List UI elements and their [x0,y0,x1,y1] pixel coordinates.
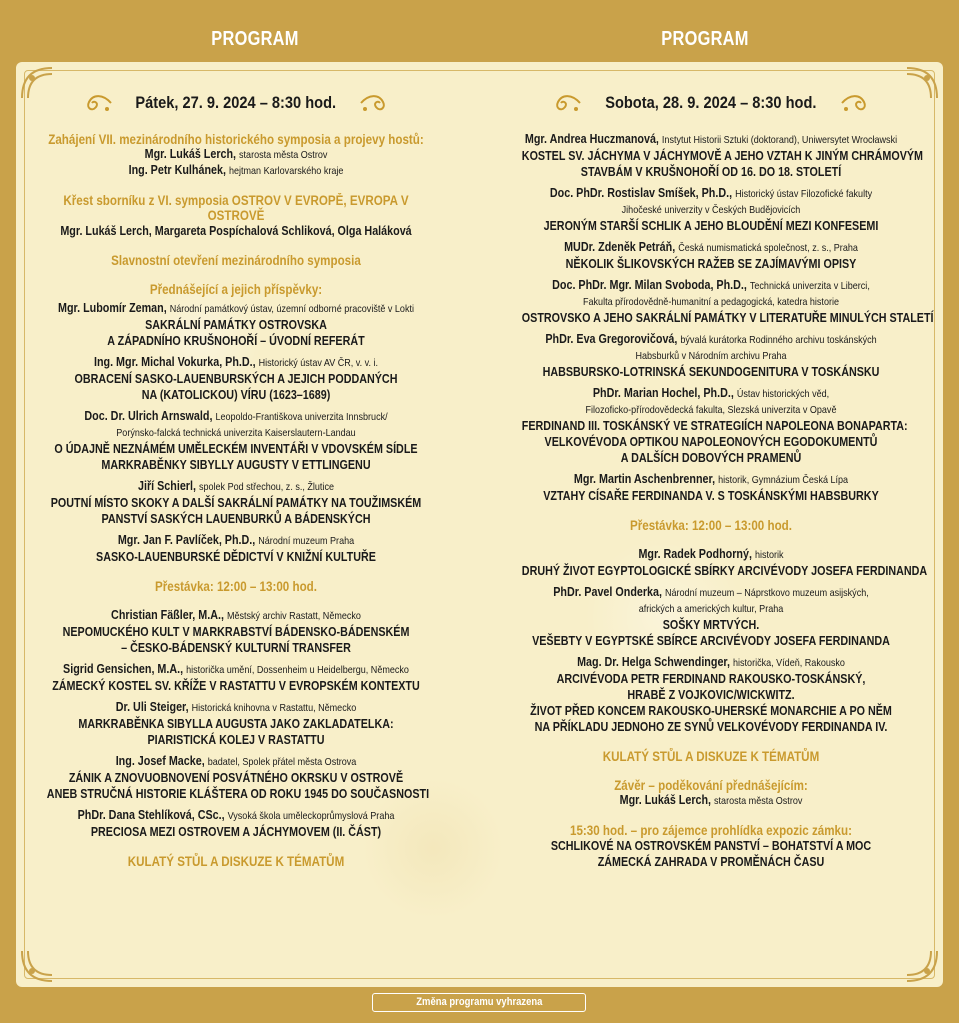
program-heading-left: PROGRAM [211,28,299,50]
lecture-title: ZÁMECKÝ KOSTEL SV. KŘÍŽE V RASTATTU V EVROPSKÉM KONTEXTU [52,679,420,693]
flourish-icon [359,92,395,114]
program-heading-right: PROGRAM [661,28,749,50]
lecture-item: Mgr. Jan F. Pavlíček, Ph.D., Národní muzeum Praha SASKO-LAUENBURSKÉ DĚDICTVÍ V KNIŽNÍ KULTUŘE [16,533,456,565]
lecture-title: A DALŠÍCH DOBOVÝCH PRAMENŮ [620,451,802,465]
lecture-title: VELKOVÉVODA OPTIKOU NAPOLEONOVÝCH EGODOKUMENTŮ [544,435,878,449]
lecture-item: PhDr. Pavel Onderka, Národní muzeum – Náprstkovo muzeum asijských, afrických a amerických kultur, Praha SOŠKY MRTVÝCH. VEŠEBTY V EGYPTSKÉ SBÍRCE ARCIVÉVODY JOSEFA FERDINANDA [491,585,931,649]
lectures-heading: Přednášející a jejich příspěvky: [149,282,323,297]
lecture-title: OBRACENÍ SASKO-LAUENBURSKÝCH A JEJICH PODDANÝCH [74,372,398,386]
lecture-title: NĚKOLIK ŠLIKOVSKÝCH RAŽEB SE ZAJÍMAVÝMI OPISY [565,257,857,271]
lecture-title: PRECIOSA MEZI OSTROVEM A JÁCHYMOVEM (II. ČÁST) [90,825,382,839]
lecture-title: PANSTVÍ SASKÝCH LAUENBURKŮ A BÁDENSKÝCH [101,512,371,526]
corner-ornament-icon [18,947,56,985]
opening-speakers [16,147,456,179]
lecture-item: Mgr. Martin Aschenbrenner, historik, Gymnázium Česká Lípa VZTAHY CÍSAŘE FERDINANDA V. S TOSKÁNSKÝMI HABSBURKY [491,472,931,504]
program-panel [16,62,943,987]
lecture-item: Doc. PhDr. Mgr. Milan Svoboda, Ph.D., Technická univerzita v Liberci, Fakulta přírodovědně-humanitní a pedagogická, katedra historie OSTROVSKO A JEHO SAKRÁLNÍ PAMÁTKY V LITERATUŘE MINULÝCH STALETÍ [521,278,934,325]
lecture-title: HABSBURSKO-LOTRINSKÁ SEKUNDOGENITURA V TOSKÁNSKU [542,365,880,379]
lecture-title: O ÚDAJNĚ NEZNÁMÉM UMĚLECKÉM INVENTÁŘI V VDOVSKÉM SÍDLE [54,442,418,456]
speaker-line: Ing. Petr Kulhánek, hejtman Karlovarského kraje [128,163,344,177]
lecture-title: SOŠKY MRTVÝCH. [662,618,760,632]
lunch-break: Přestávka: 12:00 – 13:00 hod. [154,579,317,594]
lecture-item: Mag. Dr. Helga Schwendinger, historička, Vídeň, Rakousko ARCIVÉVODA PETR FERDINAND RAKOUSKO-TOSKÁNSKÝ, HRABĚ Z VOJKOVIC/WICKWITZ. ŽIVOT PŘED KONCEM RAKOUSKO-UHERSKÉ MONARCHIE A PO NĚM NA PŘÍKLADU JEDNOHO ZE SYNŮ VELKOVÉVODY FERDINANDA IV. [491,655,931,735]
lecture-item: Ing. Mgr. Michal Vokurka, Ph.D., Historický ústav AV ČR, v. v. i. OBRACENÍ SASKO-LAUENBURSKÝCH A JEJICH PODDANÝCH NA (KATOLICKOU) VÍRU (1623–1689) [16,355,456,403]
lecture-title: NA (KATOLICKOU) VÍRU (1623–1689) [141,388,331,402]
corner-ornament-icon [903,947,941,985]
friday-date-row [16,92,456,114]
lecture-item: PhDr. Eva Gregorovičová, bývalá kurátorka Rodinného archivu toskánských Habsburků v Národním archivu Praha HABSBURSKO-LOTRINSKÁ SEKUNDOGENITURA V TOSKÁNSKU [491,332,931,380]
lecture-title: OSTROVSKO A JEHO SAKRÁLNÍ PAMÁTKY V LITERATUŘE MINULÝCH STALETÍ [521,311,934,325]
lecture-title: JERONÝM STARŠÍ SCHLIK A JEHO BLOUDĚNÍ MEZI KONFESEMI [543,219,879,233]
tour-heading: 15:30 hod. – pro zájemce prohlídka expozic zámku: [570,823,852,838]
lecture-title: ŽIVOT PŘED KONCEM RAKOUSKO-UHERSKÉ MONARCHIE A PO NĚM [530,704,892,718]
lecture-item: Doc. PhDr. Rostislav Smíšek, Ph.D., Historický ústav Filozofické fakulty Jihočeské univerzity v Českých Budějovicích JERONÝM STARŠÍ SCHLIK A JEHO BLOUDĚNÍ MEZI KONFESEMI [491,186,931,234]
lecture-item: Doc. Dr. Ulrich Arnswald, Leopoldo-Františkova univerzita Innsbruck/ Porýnsko-falcká technická univerzita Kaiserslautern-Landau O ÚDAJNĚ NEZNÁMÉM UMĚLECKÉM INVENTÁŘI V VDOVSKÉM SÍDLE MARKRABĚNKY SIBYLLY AUGUSTY V ETTLINGENU [16,409,456,473]
friday-column [16,92,456,869]
lecture-title: ARCIVÉVODA PETR FERDINAND RAKOUSKO-TOSKÁNSKÝ, [556,672,866,686]
lecture-item: Christian Fäßler, M.A., Městský archiv Rastatt, Německo NEPOMUCKÉHO KULT V MARKRABSTVÍ BÁDENSKO-BÁDENSKÉM – ČESKO-BÁDENSKÝ KULTURNÍ TRANSFER [16,608,456,656]
lecture-title: NEPOMUCKÉHO KULT V MARKRABSTVÍ BÁDENSKO-BÁDENSKÉM [62,625,410,639]
lecture-title: MARKRABĚNKY SIBYLLY AUGUSTY V ETTLINGENU [101,458,371,472]
lecture-title: POUTNÍ MÍSTO SKOKY A DALŠÍ SAKRÁLNÍ PAMÁTKY NA TOUŽIMSKÉM [50,496,422,510]
round-table-heading: KULATÝ STŮL A DISKUZE K TÉMATŮM [127,854,345,869]
lecture-item: Mgr. Andrea Huczmanová, Instytut Historii Sztuki (doktorand), Uniwersytet Wrocławski KOSTEL SV. JÁCHYMA V JÁCHYMOVĚ A JEHO VZTAH K JINÝM CHRÁMOVÝM STAVBÁM V KRUŠNOHOŘÍ OD 16. DO 18. STOLETÍ [521,132,923,179]
lecture-item: Dr. Uli Steiger, Historická knihovna v Rastattu, Německo MARKRABĚNKA SIBYLLA AUGUSTA JAKO ZAKLADATELKA: PIARISTICKÁ KOLEJ V RASTATTU [16,700,456,748]
flourish-icon [546,92,582,114]
tour-line: SCHLIKOVÉ NA OSTROVSKÉM PANSTVÍ – BOHATSTVÍ A MOC [550,839,872,853]
lunch-break: Přestávka: 12:00 – 13:00 hod. [629,518,792,533]
lecture-title: A ZÁPADNÍHO KRUŠNOHOŘÍ – ÚVODNÍ REFERÁT [107,334,365,348]
flourish-icon [840,92,876,114]
round-table-heading: KULATÝ STŮL A DISKUZE K TÉMATŮM [602,749,820,764]
closing-speaker: Mgr. Lukáš Lerch, starosta města Ostrov [619,793,803,807]
lecture-item: Ing. Josef Macke, badatel, Spolek přátel města Ostrova ZÁNIK A ZNOVUOBNOVENÍ POSVÁTNÉHO OKRSKU V OSTROVĚ ANEB STRUČNÁ HISTORIE KLÁŠTERA OD ROKU 1945 DO SOUČASNOSTI [46,754,430,801]
lecture-title: – ČESKO-BÁDENSKÝ KULTURNÍ TRANSFER [121,641,351,655]
speaker-line: Mgr. Lukáš Lerch, starosta města Ostrov [144,147,328,161]
lecture-title: NA PŘÍKLADU JEDNOHO ZE SYNŮ VELKOVÉVODY FERDINANDA IV. [534,720,888,734]
lecture-title: VZTAHY CÍSAŘE FERDINANDA V. S TOSKÁNSKÝMI HABSBURKY [543,489,879,503]
lecture-title: ZÁNIK A ZNOVUOBNOVENÍ POSVÁTNÉHO OKRSKU V OSTROVĚ [68,771,404,785]
lecture-item: PhDr. Dana Stehlíková, CSc., Vysoká škola uměleckoprůmyslová Praha PRECIOSA MEZI OSTROVEM A JÁCHYMOVEM (II. ČÁST) [16,808,456,840]
lecture-title: HRABĚ Z VOJKOVIC/WICKWITZ. [627,688,795,702]
lecture-title: FERDINAND III. TOSKÁNSKÝ VE STRATEGIÍCH NAPOLEONA BONAPARTA: [521,419,908,433]
lecture-item: Jiří Schierl, spolek Pod střechou, z. s., Žlutice POUTNÍ MÍSTO SKOKY A DALŠÍ SAKRÁLNÍ PAMÁTKY NA TOUŽIMSKÉM PANSTVÍ SASKÝCH LAUENBURKŮ A BÁDENSKÝCH [16,479,456,527]
lecture-item: MUDr. Zdeněk Petráň, Česká numismatická společnost, z. s., Praha NĚKOLIK ŠLIKOVSKÝCH RAŽEB SE ZAJÍMAVÝMI OPISY [491,240,931,272]
lecture-title: ANEB STRUČNÁ HISTORIE KLÁŠTERA OD ROKU 1945 DO SOUČASNOSTI [46,787,430,801]
lecture-item: Mgr. Radek Podhorný, historik DRUHÝ ŽIVOT EGYPTOLOGICKÉ SBÍRKY ARCIVÉVODY JOSEFA FERDINANDA [521,547,928,578]
lecture-item: Mgr. Lubomír Zeman, Národní památkový ústav, územní odborné pracoviště v Lokti SAKRÁLNÍ PAMÁTKY OSTROVSKA A ZÁPADNÍHO KRUŠNOHOŘÍ – ÚVODNÍ REFERÁT [16,301,456,349]
friday-date: Pátek, 27. 9. 2024 – 8:30 hod. [135,93,337,112]
lecture-title: SAKRÁLNÍ PAMÁTKY OSTROVSKA [145,318,327,332]
program-change-notice: Změna programu vyhrazena [372,993,586,1012]
flourish-icon [77,92,113,114]
lecture-title: SASKO-LAUENBURSKÉ DĚDICTVÍ V KNIŽNÍ KULTUŘE [96,550,376,564]
book-launch-names: Mgr. Lukáš Lerch, Margareta Pospíchalová Schliková, Olga Haláková [60,224,412,238]
lecture-title: STAVBÁM V KRUŠNOHOŘÍ OD 16. DO 18. STOLETÍ [580,165,842,179]
lecture-item: Sigrid Gensichen, M.A., historička umění, Dossenheim u Heidelbergu, Německo ZÁMECKÝ KOSTEL SV. KŘÍŽE V RASTATTU V EVROPSKÉM KONTEXTU [16,662,456,694]
saturday-date-row [491,92,931,114]
lecture-title: DRUHÝ ŽIVOT EGYPTOLOGICKÉ SBÍRKY ARCIVÉVODY JOSEFA FERDINANDA [521,564,928,578]
tour-line: ZÁMECKÁ ZAHRADA V PROMĚNÁCH ČASU [597,855,825,869]
lecture-title: VEŠEBTY V EGYPTSKÉ SBÍRCE ARCIVÉVODY JOSEFA FERDINANDA [532,634,890,648]
lecture-item: PhDr. Marian Hochel, Ph.D., Ústav historických věd, Filozoficko-přírodovědecká fakulta, Slezská univerzita v Opavě FERDINAND III. TOSKÁNSKÝ VE STRATEGIÍCH NAPOLEONA BONAPARTA: VELKOVÉVODA OPTIKOU NAPOLEONOVÝCH EGODOKUMENTŮ A DALŠÍCH DOBOVÝCH PRAMENŮ [521,386,908,465]
saturday-date: Sobota, 28. 9. 2024 – 8:30 hod. [605,93,817,112]
ceremony-heading: Slavnostní otevření mezinárodního symposia [111,253,361,268]
closing-heading: Závěr – poděkování přednášejícím: [614,778,808,793]
lecture-title: MARKRABĚNKA SIBYLLA AUGUSTA JAKO ZAKLADATELKA: [78,717,394,731]
opening-heading: Zahájení VII. mezinárodního historického symposia a projevy hostů: [48,132,424,147]
book-launch-heading: Křest sborníku z VI. symposia OSTROV V EVROPĚ, EVROPA V OSTROVĚ [63,193,409,223]
lecture-title: PIARISTICKÁ KOLEJ V RASTATTU [147,733,325,747]
saturday-column [491,92,934,870]
lecture-title: KOSTEL SV. JÁCHYMA V JÁCHYMOVĚ A JEHO VZTAH K JINÝM CHRÁMOVÝM [521,149,923,163]
